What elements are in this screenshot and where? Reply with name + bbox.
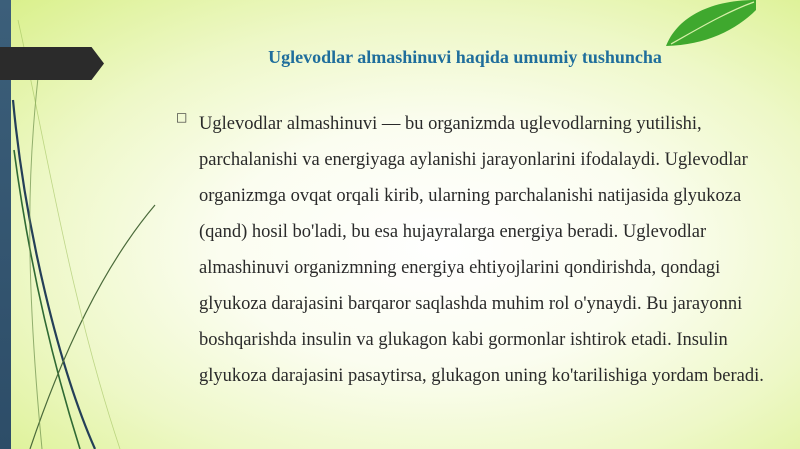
slide-content [176,106,766,394]
slide-title: Uglevodlar almashinuvi haqida umumiy tushuncha [268,47,662,67]
square-bullet-icon: □ [176,110,188,124]
leaf-icon [646,0,756,46]
arrow-tab [0,47,104,80]
body-paragraph: Uglevodlar almashinuvi — bu organizmda uglevodlarning yutilishi, parchalanishi va energiyaga aylanishi jarayonlarini ifodalaydi. Uglevodlar organizmga ovqat orqali kirib, ularning parchalanishi natijasida glyukoza (qand) hosil bo'ladi, bu esa hujayralarga energiya beradi. Uglevodlar almashinuvi organizmning energiya ehtiyojlarini qondirishda, qondagi glyukoza darajasini barqaror saqlashda muhim rol o'ynaydi. Bu jarayonni boshqarishda insulin va glukagon kabi gormonlar ishtirok etadi. Insulin glyukoza darajasini pasaytirsa, glukagon uning ko'tarilishiga yordam beradi. [199,114,764,386]
